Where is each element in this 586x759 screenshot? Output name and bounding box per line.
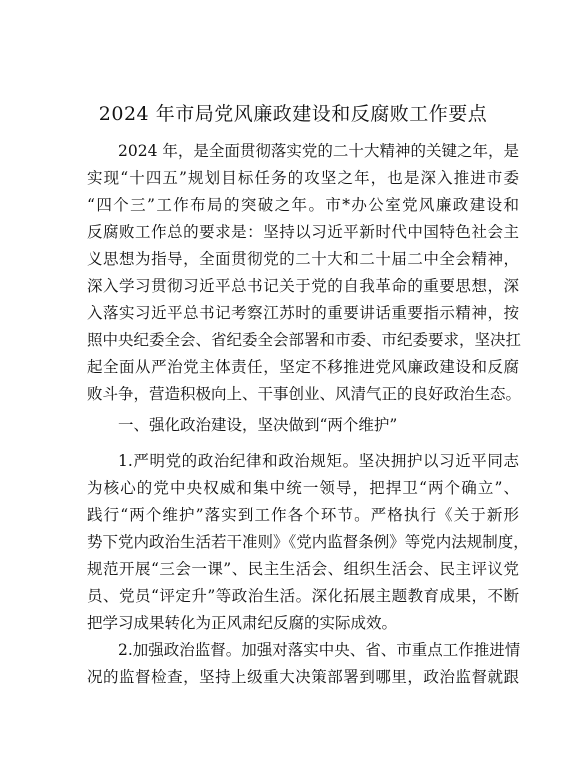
section-heading: 一、强化政治建设，坚决做到“两个维护”	[118, 416, 398, 434]
item-2-paragraph	[87, 637, 519, 691]
paragraph-line: 深入学习贯彻习近平总书记关于党的自我革命的重要思想，深	[87, 277, 519, 295]
paragraph-line: “四个三”工作布局的突破之年。市*办公室党风廉政建设和	[87, 196, 519, 214]
paragraph-line: 规范开展“三会一课”、民主生活会、组织生活会、民主评议党	[87, 560, 519, 578]
paragraph-line: 1.严明党的政治纪律和政治规矩。坚决拥护以习近平同志	[118, 452, 519, 470]
paragraph-line: 践行“两个维护”落实到工作各个环节。严格执行《关于新形	[87, 506, 519, 524]
paragraph-line: 照中央纪委全会、省纪委全会部署和市委、市纪委要求，坚决扛	[87, 331, 522, 349]
paragraph-line: 败斗争，营造积极向上、干事创业、风清气正的良好政治生态。	[87, 385, 522, 403]
paragraph-line: 把学习成果转化为正风肃纪反腐的实际成效。	[87, 614, 398, 632]
paragraph-line: 义思想为指导，全面贯彻党的二十大和二十届二中全会精神，	[87, 250, 519, 268]
paragraph-line: 势下党内政治生活若干准则》《党内监督条例》等党内法规制度，	[87, 533, 529, 551]
paragraph-line: 2024 年，是全面贯彻落实党的二十大精神的关键之年，是	[118, 142, 519, 160]
document-title: 2024 年市局党风廉政建设和反腐败工作要点	[98, 103, 488, 125]
paragraph-line: 实现“十四五”规划目标任务的攻坚之年，也是深入推进市委	[87, 169, 519, 187]
paragraph-line: 2.加强政治监督。加强对落实中央、省、市重点工作推进情	[118, 641, 521, 659]
paragraph-line: 为核心的党中央权威和集中统一领导，把捍卫“两个确立”、	[87, 479, 519, 497]
intro-paragraph	[87, 138, 522, 408]
paragraph-line: 员、党员“评定升”等政治生活。深化拓展主题教育成果，不断	[87, 587, 519, 605]
paragraph-line: 起全面从严治党主体责任，坚定不移推进党风廉政建设和反腐	[87, 358, 519, 376]
paragraph-line: 入落实习近平总书记考察江苏时的重要讲话重要指示精神，按	[87, 304, 519, 322]
paragraph-line: 反腐败工作总的要求是：坚持以习近平新时代中国特色社会主	[87, 223, 519, 241]
paragraph-line: 况的监督检查，坚持上级重大决策部署到哪里，政治监督就跟	[87, 668, 519, 686]
item-1-paragraph	[87, 448, 529, 637]
